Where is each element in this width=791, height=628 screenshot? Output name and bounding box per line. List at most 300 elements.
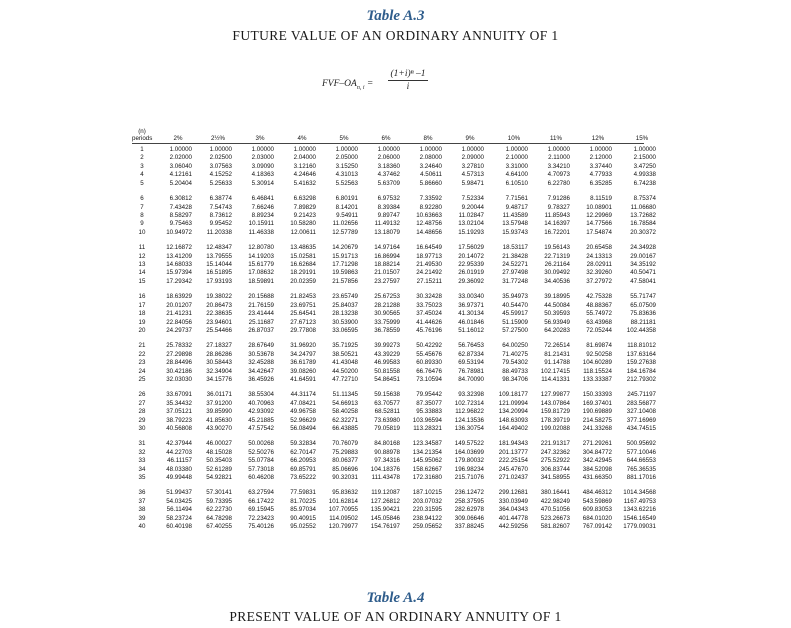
- value-cell: 304.84772: [582, 448, 612, 456]
- value-cell: 258.37595: [454, 497, 484, 505]
- value-cell: 6.46841: [251, 195, 274, 203]
- value-cell: 1.00000: [547, 146, 570, 153]
- value-cell: 26.21164: [544, 261, 570, 268]
- value-cell: 11.20338: [206, 228, 232, 236]
- value-cell: 523.26673: [540, 514, 570, 522]
- value-cell: 112.96822: [455, 408, 484, 416]
- value-cell: 3.18360: [377, 162, 400, 170]
- value-cell: 16.72201: [544, 228, 570, 236]
- value-cell: 434.74515: [626, 425, 656, 433]
- value-cell: 102.44358: [626, 326, 656, 334]
- period-cell: 25: [138, 376, 146, 383]
- value-cell: 42.93092: [248, 408, 274, 416]
- value-cell: 58.40258: [332, 408, 358, 416]
- value-cell: 10.94972: [166, 228, 192, 236]
- value-cell: 2.12000: [589, 154, 612, 162]
- value-cell: 7.71561: [505, 195, 528, 203]
- value-cell: 13.41209: [166, 252, 192, 260]
- period-cell: 28: [138, 408, 146, 416]
- value-cell: 16.62684: [290, 261, 316, 268]
- value-cell: 3.27810: [461, 162, 484, 170]
- value-cell: 306.83744: [540, 465, 570, 473]
- value-cell: 3.09090: [251, 162, 274, 170]
- value-cell: 6.10510: [505, 179, 528, 187]
- value-cell: 24.34928: [630, 244, 656, 252]
- value-cell: 684.01020: [582, 514, 612, 522]
- value-cell: 33.06595: [332, 326, 358, 334]
- value-cell: 56.76453: [458, 342, 484, 350]
- value-cell: 1.00000: [461, 146, 484, 153]
- value-cell: 22.95339: [458, 261, 484, 268]
- value-cell: 15.14044: [206, 261, 232, 268]
- value-cell: 215.71076: [454, 474, 484, 482]
- value-cell: 41.85630: [206, 416, 232, 424]
- value-cell: 2.10000: [505, 154, 528, 162]
- value-cell: 7.66246: [251, 203, 274, 211]
- value-cell: 6.74238: [633, 179, 656, 187]
- value-cell: 57.27500: [502, 326, 528, 334]
- value-cell: 12.80780: [248, 244, 274, 252]
- value-cell: 95.83632: [332, 489, 358, 497]
- value-cell: 9.54911: [336, 211, 358, 219]
- value-cell: 13.18079: [374, 228, 400, 236]
- value-cell: 20.15688: [248, 293, 274, 301]
- value-cell: 164.49402: [498, 425, 528, 433]
- value-cell: 247.32362: [540, 448, 570, 456]
- value-cell: 45.76196: [416, 326, 442, 334]
- value-cell: 8.89234: [251, 211, 274, 219]
- value-cell: 30.90565: [374, 310, 400, 318]
- value-cell: 40.70963: [248, 399, 274, 407]
- value-cell: 46.99583: [374, 359, 400, 367]
- value-cell: 64.78298: [206, 514, 232, 522]
- value-cell: 13.72682: [630, 211, 656, 219]
- value-cell: 17.54874: [586, 228, 612, 236]
- value-cell: 25.64541: [290, 310, 316, 318]
- value-cell: 12.57789: [332, 228, 358, 236]
- header-rule: [132, 143, 644, 144]
- period-cell: 15: [138, 277, 146, 285]
- value-cell: 32.03030: [166, 376, 192, 383]
- value-cell: 23.27597: [374, 277, 400, 285]
- value-cell: 59.15638: [374, 391, 400, 399]
- value-cell: 143.07864: [540, 399, 570, 407]
- value-cell: 136.30754: [454, 425, 484, 433]
- value-cell: 57.73018: [248, 465, 274, 473]
- table-label-a4: Table A.4: [366, 590, 425, 606]
- value-cell: 20.65458: [586, 244, 612, 252]
- value-cell: 69.15945: [248, 506, 274, 514]
- value-cell: 30.42186: [166, 367, 192, 375]
- value-cell: 15.19293: [458, 228, 484, 236]
- value-cell: 327.10408: [626, 408, 656, 416]
- value-cell: 44.22703: [166, 448, 192, 456]
- value-cell: 18.88214: [374, 261, 400, 268]
- value-cell: 20.14072: [458, 252, 484, 260]
- value-cell: 33.75999: [374, 318, 400, 326]
- value-cell: 79.95442: [416, 391, 442, 399]
- period-cell: 12: [138, 252, 146, 260]
- period-cell: 27: [138, 399, 146, 407]
- value-cell: 12.48347: [206, 244, 232, 252]
- value-cell: 72.23423: [248, 514, 274, 522]
- value-cell: 470.51056: [540, 506, 570, 514]
- value-cell: 14.16397: [544, 220, 570, 228]
- value-cell: 127.26812: [370, 497, 400, 505]
- value-cell: 114.09502: [329, 514, 358, 522]
- value-cell: 44.50200: [332, 367, 358, 375]
- value-cell: 79.05819: [374, 425, 400, 433]
- value-cell: 34.24797: [290, 350, 316, 358]
- value-cell: 50.81558: [374, 367, 400, 375]
- value-cell: 16.51895: [206, 269, 232, 277]
- value-cell: 27.18327: [206, 342, 232, 350]
- value-cell: 2.15000: [633, 154, 656, 162]
- value-cell: 10.15911: [248, 220, 274, 228]
- table-label-a3: Table A.3: [366, 8, 425, 24]
- value-cell: 133.33387: [582, 376, 612, 383]
- value-cell: 29.77808: [290, 326, 316, 334]
- value-cell: 1546.16549: [623, 514, 656, 522]
- value-cell: 2.04000: [293, 154, 316, 162]
- period-cell: 9: [140, 220, 144, 228]
- value-cell: 11.46338: [248, 228, 274, 236]
- value-cell: 34.15776: [206, 376, 232, 383]
- value-cell: 19.38022: [206, 293, 232, 301]
- value-cell: 299.12681: [498, 489, 528, 497]
- value-cell: 31.77248: [502, 277, 528, 285]
- value-cell: 66.76476: [416, 367, 442, 375]
- value-cell: 26.01919: [458, 269, 484, 277]
- value-cell: 54.92821: [206, 474, 232, 482]
- value-cell: 55.45676: [416, 350, 442, 358]
- period-cell: 37: [138, 497, 146, 505]
- value-cell: 8.58297: [169, 211, 192, 219]
- value-cell: 57.30141: [206, 489, 232, 497]
- value-cell: 28.02911: [586, 261, 612, 268]
- value-cell: 21.38428: [502, 252, 528, 260]
- value-cell: 55.71747: [630, 293, 656, 301]
- value-cell: 60.46208: [248, 474, 274, 482]
- value-cell: 77.59831: [290, 489, 316, 497]
- value-cell: 23.69751: [290, 301, 316, 309]
- value-cell: 2.02500: [209, 154, 232, 162]
- period-cell: 16: [138, 293, 146, 301]
- value-cell: 73.10594: [416, 376, 442, 383]
- period-cell: 3: [140, 162, 144, 170]
- value-cell: 39.99273: [374, 342, 400, 350]
- value-cell: 39.08260: [290, 367, 316, 375]
- value-cell: 275.52922: [540, 457, 570, 465]
- value-cell: 21.49530: [416, 261, 442, 268]
- table-title-a3: FUTURE VALUE OF AN ORDINARY ANNUITY OF 1: [232, 28, 559, 43]
- value-cell: 134.21354: [412, 448, 442, 456]
- value-cell: 1.00000: [589, 146, 612, 153]
- value-cell: 148.63093: [498, 416, 528, 424]
- value-cell: 11.02656: [332, 220, 358, 228]
- value-cell: 33.67091: [166, 391, 192, 399]
- value-cell: 431.66350: [582, 474, 612, 482]
- value-cell: 45.59917: [502, 310, 528, 318]
- value-cell: 4.37462: [377, 171, 400, 179]
- value-cell: 52.96629: [290, 416, 316, 424]
- value-cell: 220.31595: [412, 506, 442, 514]
- value-cell: 11.06680: [630, 203, 656, 211]
- value-cell: 44.31174: [290, 391, 316, 399]
- value-cell: 19.56143: [544, 244, 570, 252]
- period-cell: 20: [138, 326, 146, 334]
- value-cell: 11.85943: [544, 211, 570, 219]
- value-cell: 62.70147: [290, 448, 316, 456]
- value-cell: 20.02359: [290, 277, 316, 285]
- value-cell: 145.95062: [412, 457, 442, 465]
- value-cell: 12.16872: [166, 244, 192, 252]
- value-cell: 3.07563: [209, 162, 232, 170]
- value-cell: 5.98471: [461, 179, 484, 187]
- value-cell: 41.44626: [416, 318, 442, 326]
- value-cell: 6.63298: [293, 195, 316, 203]
- rate-header: 2%: [173, 135, 183, 142]
- value-cell: 37.27972: [586, 277, 612, 285]
- value-cell: 7.52334: [461, 195, 484, 203]
- value-cell: 26.87037: [248, 326, 274, 334]
- value-cell: 25.67253: [374, 293, 400, 301]
- value-cell: 16.64549: [416, 244, 442, 252]
- value-cell: 4.70973: [547, 171, 570, 179]
- value-cell: 236.12472: [454, 489, 484, 497]
- value-cell: 111.43478: [371, 474, 400, 482]
- value-cell: 9.75463: [169, 220, 192, 228]
- value-cell: 172.31680: [412, 474, 442, 482]
- value-cell: 118.81012: [627, 342, 656, 350]
- value-cell: 38.79223: [166, 416, 192, 424]
- value-cell: 10.63663: [416, 211, 442, 219]
- value-cell: 47.57542: [248, 425, 274, 433]
- value-cell: 14.77566: [586, 220, 612, 228]
- table-title-a4: PRESENT VALUE OF AN ORDINARY ANNUITY OF 1: [229, 609, 562, 624]
- value-cell: 145.05846: [370, 514, 400, 522]
- header-n: (n): [138, 128, 146, 135]
- value-cell: 88.49733: [502, 367, 528, 375]
- value-cell: 3.06040: [169, 162, 192, 170]
- rate-header: 10%: [507, 135, 521, 142]
- value-cell: 6.35285: [589, 179, 612, 187]
- value-cell: 6.30812: [169, 195, 192, 203]
- value-cell: 282.62978: [454, 506, 484, 514]
- value-cell: 3.24640: [419, 162, 442, 170]
- value-cell: 71.40275: [502, 350, 528, 358]
- value-cell: 15.61779: [248, 261, 274, 268]
- period-cell: 32: [138, 448, 146, 456]
- value-cell: 49.99448: [166, 474, 192, 482]
- value-cell: 2.09000: [461, 154, 484, 162]
- value-cell: 88.21181: [630, 318, 656, 326]
- value-cell: 55.07784: [248, 457, 274, 465]
- value-cell: 25.84037: [332, 301, 358, 309]
- value-cell: 17.29342: [166, 277, 192, 285]
- value-cell: 102.17415: [540, 367, 570, 375]
- value-cell: 6.80191: [335, 195, 358, 203]
- value-cell: 54.66913: [332, 399, 358, 407]
- value-cell: 44.50084: [544, 301, 570, 309]
- value-cell: 40.54470: [502, 301, 528, 309]
- value-cell: 14.19203: [248, 252, 274, 260]
- value-cell: 84.70090: [458, 376, 484, 383]
- value-cell: 32.34904: [206, 367, 232, 375]
- value-cell: 2.08000: [419, 154, 442, 162]
- value-cell: 4.50611: [420, 171, 442, 179]
- rate-header: 15%: [635, 135, 649, 142]
- value-cell: 159.27638: [626, 359, 656, 367]
- value-cell: 500.95692: [626, 440, 656, 448]
- period-cell: 21: [138, 342, 146, 350]
- value-cell: 10.08901: [586, 203, 612, 211]
- value-cell: 102.72314: [454, 399, 484, 407]
- value-cell: 221.91317: [540, 440, 570, 448]
- period-cell: 31: [138, 440, 146, 448]
- value-cell: 25.54466: [206, 326, 232, 334]
- value-cell: 21.76159: [248, 301, 274, 309]
- value-cell: 56.11494: [166, 506, 192, 514]
- value-cell: 6.38774: [209, 195, 232, 203]
- value-cell: 50.35403: [206, 457, 232, 465]
- value-cell: 46.01846: [458, 318, 484, 326]
- value-cell: 9.89747: [377, 211, 400, 219]
- value-cell: 15.97394: [166, 269, 192, 277]
- value-cell: 36.61789: [290, 359, 316, 367]
- value-cell: 84.80168: [374, 440, 400, 448]
- value-cell: 92.50258: [586, 350, 612, 358]
- value-cell: 16.78584: [630, 220, 656, 228]
- formula-denominator: i: [406, 82, 410, 92]
- value-cell: 29.36092: [458, 277, 484, 285]
- period-cell: 39: [138, 514, 146, 522]
- value-cell: 7.33592: [419, 195, 442, 203]
- value-cell: 3.34210: [547, 162, 570, 170]
- value-cell: 54.03425: [166, 497, 192, 505]
- value-cell: 79.54302: [502, 359, 528, 367]
- period-cell: 34: [138, 465, 146, 473]
- value-cell: 5.30914: [251, 179, 274, 187]
- value-cell: 28.67649: [248, 342, 274, 350]
- value-cell: 35.71925: [332, 342, 358, 350]
- value-cell: 7.89829: [293, 203, 316, 211]
- value-cell: 70.76079: [332, 440, 358, 448]
- period-cell: 17: [138, 301, 146, 309]
- value-cell: 60.89330: [416, 359, 442, 367]
- value-cell: 7.54743: [209, 203, 232, 211]
- rate-header: 2½%: [210, 135, 226, 142]
- value-cell: 85.97034: [290, 506, 316, 514]
- value-cell: 50.42292: [416, 342, 442, 350]
- value-cell: 17.93193: [206, 277, 232, 285]
- value-cell: 28.13238: [332, 310, 358, 318]
- value-cell: 46.11157: [167, 457, 192, 465]
- value-cell: 8.39384: [377, 203, 400, 211]
- value-cell: 60.40198: [166, 523, 192, 531]
- value-cell: 56.93949: [544, 318, 570, 326]
- period-cell: 2: [140, 154, 144, 162]
- value-cell: 134.20994: [498, 408, 528, 416]
- value-cell: 34.40536: [544, 277, 570, 285]
- value-cell: 32.39260: [586, 269, 612, 277]
- value-cell: 65.07509: [630, 301, 656, 309]
- value-cell: 1343.62216: [623, 506, 656, 514]
- value-cell: 97.34316: [374, 457, 400, 465]
- value-cell: 20.30372: [630, 228, 656, 236]
- value-cell: 123.34587: [412, 440, 442, 448]
- value-cell: 384.52098: [582, 465, 612, 473]
- value-cell: 52.61289: [206, 465, 232, 473]
- value-cell: 10.58280: [290, 220, 316, 228]
- value-cell: 24.21492: [416, 269, 442, 277]
- value-cell: 91.14788: [544, 359, 570, 367]
- value-cell: 81.21431: [544, 350, 570, 358]
- period-cell: 35: [138, 474, 146, 482]
- value-cell: 881.17016: [626, 474, 656, 482]
- rate-header: 8%: [423, 135, 433, 142]
- value-cell: 184.16784: [626, 367, 656, 375]
- value-cell: 30.53900: [332, 318, 358, 326]
- value-cell: 341.58955: [540, 474, 570, 482]
- value-cell: 21.82453: [290, 293, 316, 301]
- value-cell: 164.03699: [454, 448, 484, 456]
- value-cell: 2.06000: [377, 154, 400, 162]
- value-cell: 4.64100: [505, 171, 528, 179]
- value-cell: 72.26514: [544, 342, 570, 350]
- value-cell: 33.00340: [458, 293, 484, 301]
- value-cell: 342.42945: [582, 457, 612, 465]
- value-cell: 22.84056: [166, 318, 192, 326]
- value-cell: 81.70225: [290, 497, 316, 505]
- value-cell: 9.20044: [461, 203, 484, 211]
- value-cell: 32.45288: [248, 359, 274, 367]
- value-cell: 20.86473: [206, 301, 232, 309]
- value-cell: 203.07032: [412, 497, 442, 505]
- value-cell: 107.70955: [328, 506, 358, 514]
- value-cell: 81.69874: [586, 342, 612, 350]
- value-cell: 8.75374: [633, 195, 656, 203]
- value-cell: 21.57856: [332, 277, 358, 285]
- period-cell: 40: [138, 523, 146, 531]
- value-cell: 90.32031: [332, 474, 358, 482]
- value-cell: 51.15909: [502, 318, 528, 326]
- value-cell: 577.10046: [626, 448, 656, 456]
- value-cell: 422.98249: [540, 497, 570, 505]
- period-cell: 22: [138, 350, 146, 358]
- value-cell: 35.94973: [502, 293, 528, 301]
- rate-header: 3%: [255, 135, 265, 142]
- value-cell: 121.09994: [498, 399, 528, 407]
- value-cell: 1.00000: [335, 146, 358, 153]
- value-cell: 11.43589: [502, 211, 528, 219]
- value-cell: 137.63164: [626, 350, 656, 358]
- value-cell: 37.05121: [166, 408, 192, 416]
- value-cell: 6.22780: [547, 179, 570, 187]
- formula-lhs: FVF–$OA_{n, i}$ =: [322, 79, 374, 91]
- value-cell: 9.48717: [505, 203, 528, 211]
- value-cell: 196.98234: [454, 465, 484, 473]
- value-cell: 17.71298: [332, 261, 358, 268]
- value-cell: 119.12087: [371, 489, 400, 497]
- value-cell: 40.50471: [630, 269, 656, 277]
- value-cell: 4.15252: [209, 171, 232, 179]
- value-cell: 3.47250: [633, 162, 656, 170]
- value-cell: 4.18363: [251, 171, 274, 179]
- value-cell: 63.70577: [374, 399, 400, 407]
- value-cell: 27.15211: [416, 277, 442, 285]
- value-cell: 48.88367: [586, 301, 612, 309]
